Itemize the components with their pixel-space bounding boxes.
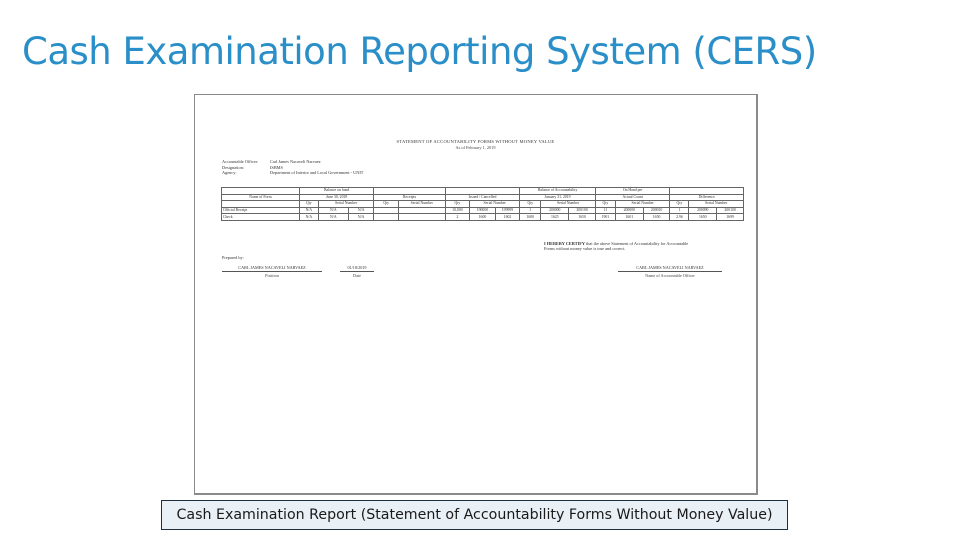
- header-issued-cancelled: Issued / Cancelled: [445, 194, 520, 201]
- certification-statement: I HEREBY CERTIFY that the above Statement of Accountability for Accountable Forms without money value is true and correct.: [544, 241, 689, 252]
- header-balance-of-accountability: Balance of Accountability: [520, 188, 596, 195]
- header-actual-count: Actual Count: [595, 194, 670, 201]
- header-receipts: Receipts: [374, 194, 445, 201]
- report-metadata: [222, 159, 363, 176]
- header-on-hand-per: On Hand per: [595, 188, 670, 195]
- accountability-table: [221, 187, 744, 221]
- prepared-by-label: Prepared by:: [222, 255, 244, 260]
- header-balance-date: June 30, 2018: [299, 194, 374, 201]
- header-difference: Difference: [670, 194, 744, 201]
- table-row: Official Receipt N/A N/A N/A 10,000 190000 199999 1 200000 200100 11 200000 200010 1 200090 200100: [222, 207, 744, 214]
- table-row: Check N/A N/A N/A 2 1600 1602 1600 1625 1650 1901 1601 1650 2.96 1650 1699: [222, 214, 744, 221]
- meta-agency: Agency: Department of Interior and Local Government - UNIT: [222, 170, 364, 176]
- table-column-labels: Qty Serial Number Qty Serial Number Qty Serial Number Qty Serial Number Qty Serial Number Qty Serial Number: [222, 201, 744, 208]
- signature-left: CARL JAMES NACAVELI NARVAEZ Position: [222, 265, 322, 278]
- image-caption: Cash Examination Report (Statement of Accountability Forms Without Money Value): [161, 500, 788, 530]
- table-subgroup-header: [222, 194, 744, 201]
- slide-title: Cash Examination Reporting System (CERS): [22, 30, 817, 73]
- header-name-of-form: Name of Form: [222, 194, 300, 201]
- table-group-header: [222, 188, 744, 195]
- signature-date: 01/18/2019 Date: [340, 265, 374, 278]
- report-document-preview: [194, 94, 758, 495]
- signature-right: CARL JAMES NACAVELI NARVAEZ Name of Accountable Officer: [618, 265, 722, 278]
- report-as-of-date: As of February 1, 2019: [455, 145, 496, 150]
- meta-designation: Designation: ISBMS: [222, 164, 283, 170]
- header-balance-on-hand: Balance on hand: [299, 188, 374, 195]
- meta-officer: Accountable Officer: Carl James Nacaveli Narvaez: [222, 159, 321, 164]
- report-heading: STATEMENT OF ACCOUNTABILITY FORMS WITHOUT MONEY VALUE: [396, 139, 555, 144]
- header-issued-date: January 31, 2019: [520, 194, 596, 201]
